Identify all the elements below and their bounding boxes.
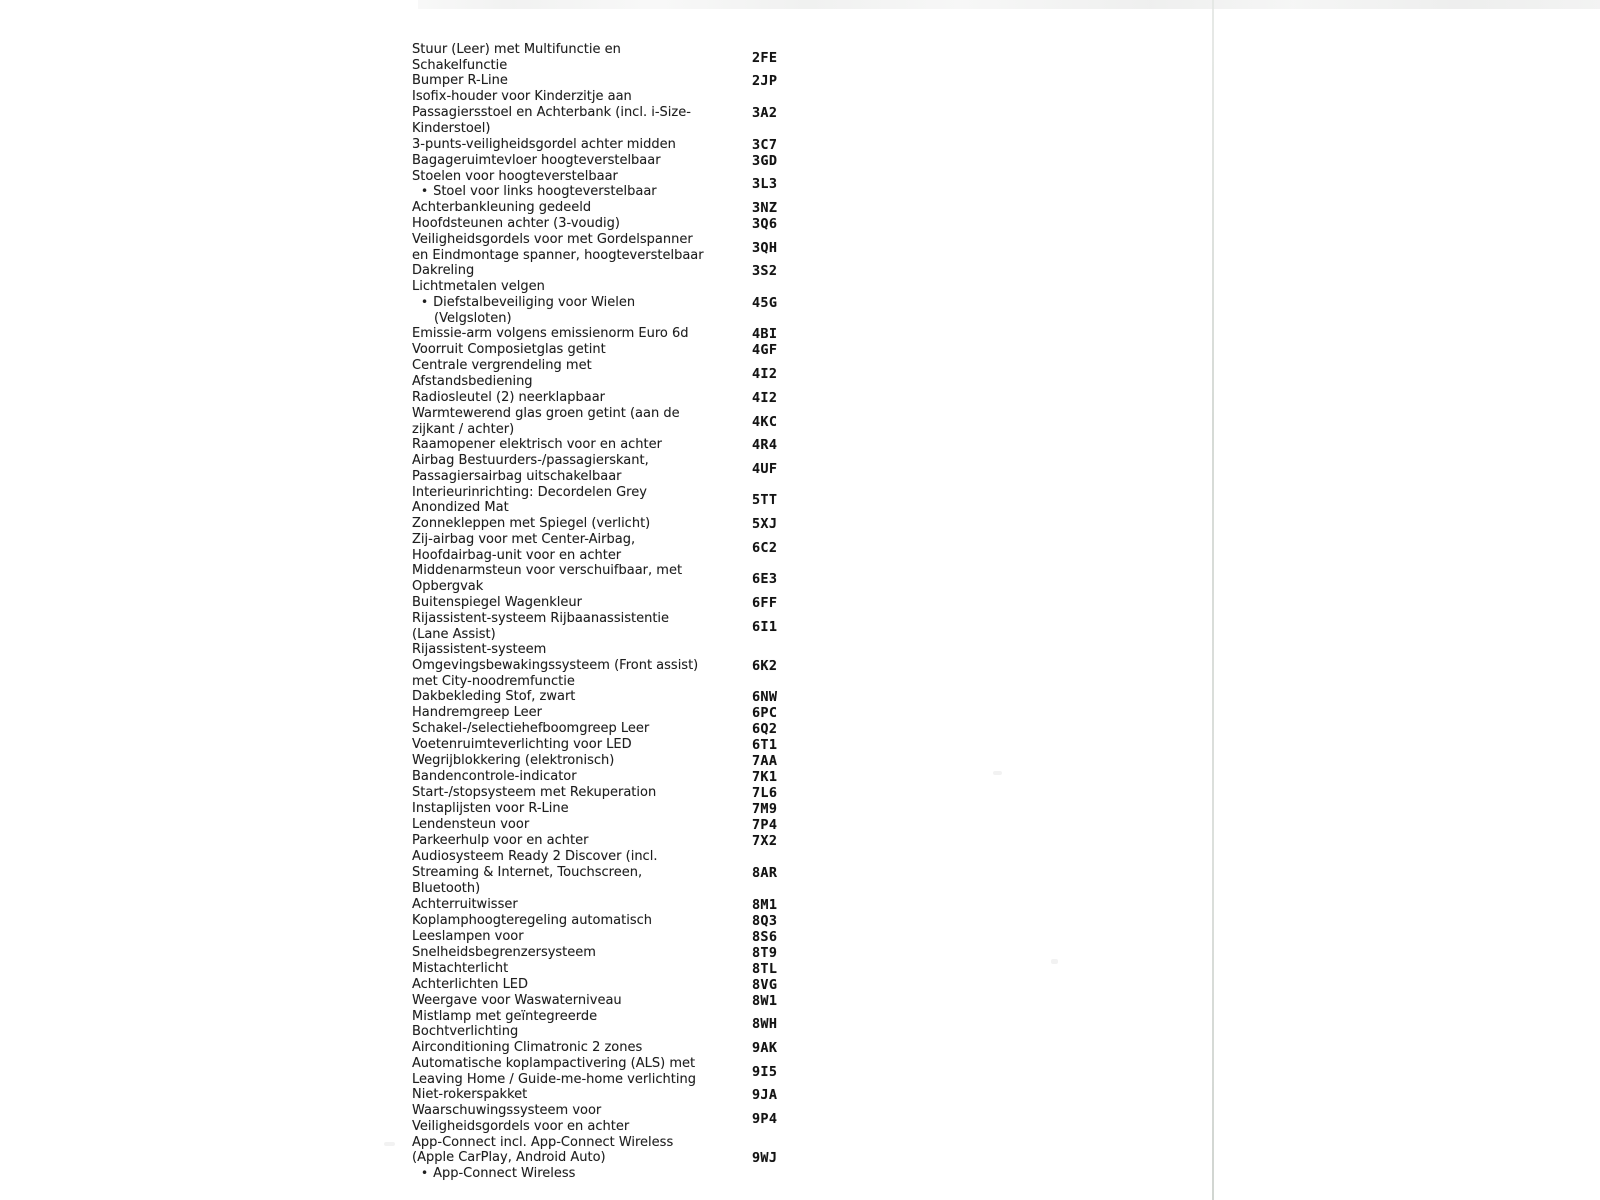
option-row bbox=[412, 595, 1032, 611]
option-code bbox=[752, 563, 822, 594]
option-row bbox=[412, 232, 1032, 263]
option-line: Leaving Home / Guide-me-home verlichting bbox=[412, 1071, 696, 1087]
option-sub-item bbox=[412, 184, 752, 200]
option-description bbox=[412, 263, 752, 279]
option-row bbox=[412, 817, 1032, 833]
option-line: Interieurinrichting: Decordelen Grey bbox=[412, 484, 647, 500]
option-code bbox=[752, 326, 822, 342]
option-row bbox=[412, 961, 1032, 977]
option-line: Veiligheidsgordels voor met Gordelspanner bbox=[412, 231, 693, 247]
option-code-text: 4UF bbox=[752, 460, 778, 477]
option-description bbox=[412, 785, 752, 801]
option-row bbox=[412, 611, 1032, 642]
option-code-text: 7L6 bbox=[752, 785, 778, 802]
option-line: (Velgsloten) bbox=[434, 310, 512, 326]
option-line: Isofix-houder voor Kinderzitje aan bbox=[412, 89, 632, 105]
option-sub-item bbox=[412, 295, 752, 311]
option-description bbox=[412, 993, 752, 1009]
option-row bbox=[412, 849, 1032, 896]
option-line: Radiosleutel (2) neerklapbaar bbox=[412, 389, 606, 405]
option-line: Dakreling bbox=[412, 263, 475, 279]
option-description bbox=[412, 753, 752, 769]
option-row bbox=[412, 1087, 1032, 1103]
option-code bbox=[752, 137, 822, 153]
option-line: Voetenruimteverlichting voor LED bbox=[412, 737, 632, 753]
option-line-text: Stoel voor links hoogteverstelbaar bbox=[433, 184, 657, 200]
option-code bbox=[752, 406, 822, 437]
option-code-text: 8T9 bbox=[752, 944, 778, 961]
option-code-text: 4I2 bbox=[752, 366, 778, 383]
option-description bbox=[412, 89, 752, 136]
option-line: Zonnekleppen met Spiegel (verlicht) bbox=[412, 516, 651, 532]
option-code bbox=[752, 216, 822, 232]
option-row bbox=[412, 721, 1032, 737]
option-code-text: 7M9 bbox=[752, 801, 778, 818]
option-line: Opbergvak bbox=[412, 579, 484, 595]
option-code-text: 9I5 bbox=[752, 1063, 778, 1080]
option-line: en Eindmontage spanner, hoogteverstelbaar bbox=[412, 247, 704, 263]
option-line: Anondized Mat bbox=[412, 500, 509, 516]
option-description bbox=[412, 929, 752, 945]
option-code bbox=[752, 993, 822, 1009]
option-line: Airbag Bestuurders-/passagierskant, bbox=[412, 453, 649, 469]
option-line: Hoofdsteunen achter (3-voudig) bbox=[412, 215, 620, 231]
option-row bbox=[412, 89, 1032, 136]
option-line: Rijassistent-systeem Rijbaanassistentie bbox=[412, 610, 670, 626]
option-code-text: 4KC bbox=[752, 413, 778, 430]
option-code bbox=[752, 737, 822, 753]
option-description bbox=[412, 849, 752, 896]
option-code-text: 4GF bbox=[752, 342, 778, 359]
option-code bbox=[752, 897, 822, 913]
option-row bbox=[412, 453, 1032, 484]
option-code-text: 7AA bbox=[752, 753, 778, 770]
option-code bbox=[752, 485, 822, 516]
option-line: Bochtverlichting bbox=[412, 1024, 519, 1040]
option-code-text: 2JP bbox=[752, 73, 778, 90]
option-row bbox=[412, 169, 1032, 200]
option-row bbox=[412, 153, 1032, 169]
option-description bbox=[412, 1103, 752, 1134]
option-line: App-Connect incl. App-Connect Wireless bbox=[412, 1134, 674, 1150]
option-row bbox=[412, 1103, 1032, 1134]
option-code bbox=[752, 263, 822, 279]
scan-speck bbox=[384, 1142, 395, 1146]
option-code bbox=[752, 705, 822, 721]
option-line: Passagiersstoel en Achterbank (incl. i-Size- bbox=[412, 105, 691, 121]
option-row bbox=[412, 42, 1032, 73]
option-line: Emissie-arm volgens emissienorm Euro 6d bbox=[412, 326, 689, 342]
option-description bbox=[412, 977, 752, 993]
scan-speck bbox=[1051, 959, 1058, 964]
option-description bbox=[412, 216, 752, 232]
option-line: Warmtewerend glas groen getint (aan de bbox=[412, 405, 680, 421]
option-code-text: 4I2 bbox=[752, 389, 778, 406]
option-row bbox=[412, 532, 1032, 563]
option-line: Snelheidsbegrenzersysteem bbox=[412, 944, 596, 960]
option-line-text: App-Connect Wireless bbox=[433, 1166, 576, 1182]
option-code-text: 8S6 bbox=[752, 928, 778, 945]
option-row bbox=[412, 1009, 1032, 1040]
option-description bbox=[412, 153, 752, 169]
option-code-text: 6T1 bbox=[752, 737, 778, 754]
option-line: met City-noodremfunctie bbox=[412, 673, 575, 689]
option-line: Voorruit Composietglas getint bbox=[412, 342, 606, 358]
option-description bbox=[412, 563, 752, 594]
option-line: Instaplijsten voor R-Line bbox=[412, 801, 569, 817]
option-line: Achterlichten LED bbox=[412, 976, 529, 992]
option-row bbox=[412, 642, 1032, 689]
option-code-text: 3S2 bbox=[752, 263, 778, 280]
option-code-text: 6NW bbox=[752, 689, 778, 706]
option-code-text: 8AR bbox=[752, 864, 778, 881]
option-sub-item bbox=[412, 1166, 752, 1182]
option-row bbox=[412, 913, 1032, 929]
option-code-text: 7K1 bbox=[752, 769, 778, 786]
option-code bbox=[752, 929, 822, 945]
option-description bbox=[412, 913, 752, 929]
option-line: Rijassistent-systeem bbox=[412, 642, 547, 658]
option-code-text: 6PC bbox=[752, 705, 778, 722]
option-description bbox=[412, 1009, 752, 1040]
option-code-text: 9WJ bbox=[752, 1150, 778, 1167]
option-code bbox=[752, 200, 822, 216]
option-code bbox=[752, 453, 822, 484]
option-code-text: 7X2 bbox=[752, 833, 778, 850]
bullet-icon bbox=[421, 184, 428, 200]
option-line: Audiosysteem Ready 2 Discover (incl. bbox=[412, 849, 658, 865]
option-line: Buitenspiegel Wagenkleur bbox=[412, 594, 582, 610]
option-line: Hoofdairbag-unit voor en achter bbox=[412, 547, 622, 563]
option-row bbox=[412, 833, 1032, 849]
option-code-text: 45G bbox=[752, 294, 778, 311]
option-description bbox=[412, 73, 752, 89]
option-line: Mistachterlicht bbox=[412, 960, 509, 976]
option-row bbox=[412, 406, 1032, 437]
option-row bbox=[412, 945, 1032, 961]
option-code-text: 9AK bbox=[752, 1039, 778, 1056]
option-description bbox=[412, 595, 752, 611]
option-code bbox=[752, 1103, 822, 1134]
option-line: Automatische koplampactivering (ALS) met bbox=[412, 1055, 696, 1071]
option-code bbox=[752, 785, 822, 801]
option-code-text: 3L3 bbox=[752, 176, 778, 193]
option-row bbox=[412, 279, 1032, 326]
option-code bbox=[752, 73, 822, 89]
option-code-text: 8M1 bbox=[752, 896, 778, 913]
option-line: Airconditioning Climatronic 2 zones bbox=[412, 1039, 643, 1055]
option-line: Niet-rokerspakket bbox=[412, 1087, 528, 1103]
option-line: zijkant / achter) bbox=[412, 421, 515, 437]
option-line: Stuur (Leer) met Multifunctie en bbox=[412, 42, 621, 57]
option-line: Achterbankleuning gedeeld bbox=[412, 199, 592, 215]
option-code bbox=[752, 769, 822, 785]
option-description bbox=[412, 406, 752, 437]
option-line: Waarschuwingssysteem voor bbox=[412, 1103, 602, 1119]
option-description bbox=[412, 689, 752, 705]
option-code bbox=[752, 961, 822, 977]
option-row bbox=[412, 137, 1032, 153]
option-line: Omgevingsbewakingssysteem (Front assist) bbox=[412, 657, 699, 673]
option-description bbox=[412, 200, 752, 216]
option-code bbox=[752, 689, 822, 705]
option-line: Streaming & Internet, Touchscreen, bbox=[412, 865, 643, 881]
option-code-text: 3A2 bbox=[752, 104, 778, 121]
option-row bbox=[412, 753, 1032, 769]
option-code bbox=[752, 1040, 822, 1056]
option-code bbox=[752, 595, 822, 611]
option-code bbox=[752, 1056, 822, 1087]
option-description bbox=[412, 945, 752, 961]
option-description bbox=[412, 769, 752, 785]
option-description bbox=[412, 279, 752, 326]
option-row bbox=[412, 437, 1032, 453]
option-line: Handremgreep Leer bbox=[412, 705, 542, 721]
option-description bbox=[412, 437, 752, 453]
option-code bbox=[752, 279, 822, 326]
option-code-text: 2FE bbox=[752, 49, 778, 66]
option-description bbox=[412, 721, 752, 737]
option-description bbox=[412, 42, 752, 73]
option-code bbox=[752, 516, 822, 532]
option-code-text: 6FF bbox=[752, 594, 778, 611]
option-description bbox=[412, 1056, 752, 1087]
option-row bbox=[412, 216, 1032, 232]
option-line: Mistlamp met geïntegreerde bbox=[412, 1008, 598, 1024]
option-line: Schakel-/selectiehefboomgreep Leer bbox=[412, 721, 650, 737]
option-code bbox=[752, 1009, 822, 1040]
option-description bbox=[412, 897, 752, 913]
option-code bbox=[752, 801, 822, 817]
option-code-text: 5XJ bbox=[752, 516, 778, 533]
option-code bbox=[752, 945, 822, 961]
option-code bbox=[752, 849, 822, 896]
option-row bbox=[412, 485, 1032, 516]
option-code bbox=[752, 358, 822, 389]
option-description bbox=[412, 453, 752, 484]
option-description bbox=[412, 326, 752, 342]
option-row bbox=[412, 785, 1032, 801]
option-line: Zij-airbag voor met Center-Airbag, bbox=[412, 532, 636, 548]
option-line: Bluetooth) bbox=[412, 880, 481, 896]
option-row bbox=[412, 73, 1032, 89]
option-code bbox=[752, 1087, 822, 1103]
option-code bbox=[752, 913, 822, 929]
option-description bbox=[412, 1135, 752, 1182]
option-code bbox=[752, 642, 822, 689]
option-code-text: 9P4 bbox=[752, 1111, 778, 1128]
option-description bbox=[412, 1040, 752, 1056]
option-code bbox=[752, 169, 822, 200]
option-code-text: 6Q2 bbox=[752, 721, 778, 738]
option-line: Schakelfunctie bbox=[412, 57, 508, 73]
option-description bbox=[412, 961, 752, 977]
option-line: Bandencontrole-indicator bbox=[412, 769, 577, 785]
option-code-text: 3NZ bbox=[752, 199, 778, 216]
option-code-text: 4R4 bbox=[752, 437, 778, 454]
option-line: Afstandsbediening bbox=[412, 374, 533, 390]
option-line: (Lane Assist) bbox=[412, 626, 496, 642]
option-code-text: 6C2 bbox=[752, 539, 778, 556]
option-code-text: 7P4 bbox=[752, 817, 778, 834]
option-row bbox=[412, 897, 1032, 913]
option-line: Veiligheidsgordels voor en achter bbox=[412, 1119, 630, 1135]
option-code-text: 6K2 bbox=[752, 657, 778, 674]
option-code-text: 3Q6 bbox=[752, 215, 778, 232]
option-description bbox=[412, 485, 752, 516]
option-code-text: 8W1 bbox=[752, 992, 778, 1009]
option-line: Start-/stopsysteem met Rekuperation bbox=[412, 785, 657, 801]
option-description bbox=[412, 801, 752, 817]
option-description bbox=[412, 833, 752, 849]
option-code bbox=[752, 390, 822, 406]
page-edge-line bbox=[1212, 0, 1214, 1200]
option-line: Bagageruimtevloer hoogteverstelbaar bbox=[412, 152, 661, 168]
option-line: Koplamphoogteregeling automatisch bbox=[412, 912, 652, 928]
option-code-text: 3QH bbox=[752, 239, 778, 256]
option-description bbox=[412, 232, 752, 263]
option-row bbox=[412, 200, 1032, 216]
option-code-text: 6I1 bbox=[752, 618, 778, 635]
option-line: Centrale vergrendeling met bbox=[412, 358, 592, 374]
option-row bbox=[412, 563, 1032, 594]
option-row bbox=[412, 801, 1032, 817]
option-line: Lendensteun voor bbox=[412, 817, 530, 833]
option-description bbox=[412, 642, 752, 689]
option-description bbox=[412, 342, 752, 358]
option-line: Stoelen voor hoogteverstelbaar bbox=[412, 168, 618, 184]
option-description bbox=[412, 532, 752, 563]
option-line-text: Diefstalbeveiliging voor Wielen bbox=[433, 295, 636, 311]
option-code bbox=[752, 833, 822, 849]
option-line: Lichtmetalen velgen bbox=[412, 279, 545, 295]
option-row bbox=[412, 737, 1032, 753]
option-line: Dakbekleding Stof, zwart bbox=[412, 689, 576, 705]
bullet-icon bbox=[421, 295, 428, 311]
option-code bbox=[752, 89, 822, 136]
option-code bbox=[752, 437, 822, 453]
option-code-text: 8WH bbox=[752, 1016, 778, 1033]
option-description bbox=[412, 705, 752, 721]
option-code-text: 4BI bbox=[752, 326, 778, 343]
option-line: Bumper R-Line bbox=[412, 73, 508, 89]
option-line: Achterruitwisser bbox=[412, 896, 518, 912]
option-line: Kinderstoel) bbox=[412, 120, 491, 136]
option-code bbox=[752, 977, 822, 993]
option-line: Parkeerhulp voor en achter bbox=[412, 833, 589, 849]
option-code bbox=[752, 817, 822, 833]
option-row bbox=[412, 516, 1032, 532]
option-code bbox=[752, 42, 822, 73]
option-code bbox=[752, 153, 822, 169]
option-line: 3-punts-veiligheidsgordel achter midden bbox=[412, 136, 676, 152]
option-line: Middenarmsteun voor verschuifbaar, met bbox=[412, 563, 683, 579]
option-code bbox=[752, 342, 822, 358]
option-code bbox=[752, 611, 822, 642]
option-line: (Apple CarPlay, Android Auto) bbox=[412, 1150, 606, 1166]
option-description bbox=[412, 390, 752, 406]
option-row bbox=[412, 326, 1032, 342]
option-row bbox=[412, 993, 1032, 1009]
option-line: Wegrijblokkering (elektronisch) bbox=[412, 753, 615, 769]
option-code-text: 9JA bbox=[752, 1087, 778, 1104]
option-row bbox=[412, 342, 1032, 358]
option-row bbox=[412, 977, 1032, 993]
scan-artifact-top-band bbox=[418, 0, 1600, 9]
option-row bbox=[412, 689, 1032, 705]
option-description bbox=[412, 611, 752, 642]
option-code bbox=[752, 721, 822, 737]
option-code-text: 6E3 bbox=[752, 571, 778, 588]
option-row bbox=[412, 769, 1032, 785]
option-description bbox=[412, 137, 752, 153]
option-line: Passagiersairbag uitschakelbaar bbox=[412, 468, 622, 484]
option-code bbox=[752, 232, 822, 263]
option-code bbox=[752, 1135, 822, 1182]
option-code-text: 8VG bbox=[752, 976, 778, 993]
option-row bbox=[412, 1056, 1032, 1087]
option-line: Weergave voor Waswaterniveau bbox=[412, 992, 622, 1008]
option-description bbox=[412, 817, 752, 833]
option-code-text: 5TT bbox=[752, 492, 778, 509]
option-description bbox=[412, 169, 752, 200]
option-code bbox=[752, 532, 822, 563]
option-line: Leeslampen voor bbox=[412, 928, 524, 944]
option-description bbox=[412, 1087, 752, 1103]
option-row bbox=[412, 263, 1032, 279]
option-code bbox=[752, 753, 822, 769]
option-code-text: 3C7 bbox=[752, 136, 778, 153]
option-line: Raamopener elektrisch voor en achter bbox=[412, 437, 662, 453]
option-code-text: 3GD bbox=[752, 152, 778, 169]
option-row bbox=[412, 705, 1032, 721]
options-list bbox=[412, 42, 1032, 1182]
option-code-text: 8TL bbox=[752, 960, 778, 977]
option-row bbox=[412, 358, 1032, 389]
option-description bbox=[412, 358, 752, 389]
option-description bbox=[412, 737, 752, 753]
option-code-text: 8Q3 bbox=[752, 912, 778, 929]
option-row bbox=[412, 929, 1032, 945]
bullet-icon bbox=[421, 1166, 428, 1182]
option-description bbox=[412, 516, 752, 532]
option-row bbox=[412, 390, 1032, 406]
option-row bbox=[412, 1040, 1032, 1056]
option-row bbox=[412, 1135, 1032, 1182]
